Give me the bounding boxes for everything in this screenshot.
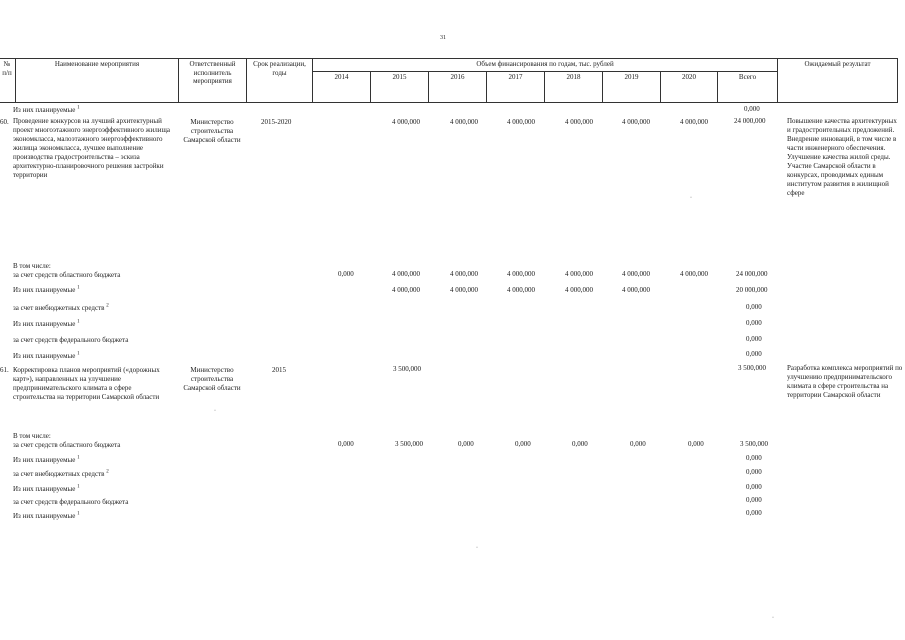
item61-planned3-total: 0,000 (746, 509, 762, 517)
item60-planned1-2017: 4 000,000 (507, 286, 535, 294)
item60-regional-2017: 4 000,000 (507, 270, 535, 278)
item61-regional-2018: 0,000 (572, 440, 588, 448)
item60-regional-2014: 0,000 (338, 270, 354, 278)
page-number: 31 (440, 35, 446, 41)
header-year-2020: 2020 (661, 72, 718, 103)
item60-result: Повышение качества архитектурных и градостроительных предложений. Внедрение инноваций, в том числе в части инженерного обеспечения. Улучшение качества жилой среды. Участие Самарской области в конкурсах, проводимых единым институтом развития в жилищной сфере (787, 117, 897, 197)
item60-planned1-2018: 4 000,000 (565, 286, 593, 294)
item61-regional-total: 3 500,000 (740, 440, 768, 448)
item61-planned2-total: 0,000 (746, 483, 762, 491)
item60-planned3-total: 0,000 (746, 350, 762, 358)
item60-extra-label: за счет внебюджетных средств $^2$ (13, 303, 109, 312)
item61-extra-label: за счет внебюджетных средств $^2$ (13, 469, 109, 478)
item61-name: Корректировка планов мероприятий («дорожных карт»), направленных на улучшение предпринимательского климата в сфере строительства на территории Самарской области (13, 366, 160, 401)
item60-regional-label: за счет средств областного бюджета (13, 271, 121, 279)
item60-regional-2020: 4 000,000 (680, 270, 708, 278)
item60-value-2015: 4 000,000 (392, 118, 420, 126)
stray-mark: · (476, 545, 478, 551)
item61-regional-2014: 0,000 (338, 440, 354, 448)
item61-total: 3 500,000 (738, 364, 766, 372)
top-planned-label: Из них планируемые $^1$ (13, 105, 80, 114)
item61-number: 61. (0, 366, 9, 374)
top-planned-total: 0,000 (744, 105, 760, 113)
header-year-2018: 2018 (545, 72, 603, 103)
item61-term: 2015 (272, 366, 286, 374)
item60-regional-2016: 4 000,000 (450, 270, 478, 278)
item61-regional-2020: 0,000 (688, 440, 704, 448)
item60-planned3-label: Из них планируемые $^1$ (13, 351, 80, 360)
item61-regional-2016: 0,000 (458, 440, 474, 448)
item60-number: 60. (0, 118, 9, 126)
item60-federal-total: 0,000 (746, 335, 762, 343)
item60-total: 24 000,000 (734, 117, 766, 125)
header-year-2015: 2015 (371, 72, 429, 103)
header-col-total: Всего (718, 72, 778, 103)
item60-regional-total: 24 000,000 (736, 270, 768, 278)
header-year-2017: 2017 (487, 72, 545, 103)
header-col-responsible: Ответственный исполнитель мероприятия (179, 59, 247, 103)
header-table (0, 58, 898, 103)
item60-planned1-total: 20 000,000 (736, 286, 768, 294)
item60-value-2018: 4 000,000 (565, 118, 593, 126)
item60-planned2-total: 0,000 (746, 319, 762, 327)
item61-regional-label: за счет средств областного бюджета (13, 441, 121, 449)
item61-responsible: Министерство строительства Самарской области (183, 366, 241, 392)
stray-mark: · (772, 615, 774, 621)
item60-planned2-label: Из них планируемые $^1$ (13, 319, 80, 328)
item61-regional-2019: 0,000 (630, 440, 646, 448)
header-year-2014: 2014 (313, 72, 371, 103)
header-col-result: Ожидаемый результат (778, 59, 898, 103)
item60-value-2019: 4 000,000 (622, 118, 650, 126)
item60-regional-2015: 4 000,000 (392, 270, 420, 278)
item61-regional-2017: 0,000 (515, 440, 531, 448)
item60-value-2016: 4 000,000 (450, 118, 478, 126)
item60-name: Проведение конкурсов на лучший архитектурный проект многоэтажного энергоэффективного жилища экономкласса, малоэтажного энергоэффективного жилища экономкласса, лучшее выполнение производства градостроительства – эскиза архитектурно-планировочного решения застройки территории (13, 117, 170, 179)
header-year-2019: 2019 (603, 72, 661, 103)
item61-value-2015: 3 500,000 (393, 365, 421, 373)
stray-mark: · (214, 408, 216, 414)
item60-planned1-2019: 4 000,000 (622, 286, 650, 294)
header-col-term: Срок реализации, годы (247, 59, 313, 103)
item61-federal-total: 0,000 (746, 496, 762, 504)
item60-regional-2019: 4 000,000 (622, 270, 650, 278)
stray-mark: · (690, 195, 692, 201)
item61-regional-2015: 3 500,000 (395, 440, 423, 448)
item61-result: Разработка комплекса мероприятий по улучшению предпринимательского климата в сфере строительства на территории Самарской области (787, 364, 903, 399)
item60-planned1-label: Из них планируемые $^1$ (13, 285, 80, 294)
item61-incl-label: В том числе: (13, 432, 51, 440)
header-col-number: № п/п (0, 59, 16, 103)
header-year-2016: 2016 (429, 72, 487, 103)
header-col-name: Наименование мероприятия (16, 59, 179, 103)
item61-planned2-label: Из них планируемые $^1$ (13, 484, 80, 493)
header-col-funding: Объем финансирования по годам, тыс. рублей (313, 59, 778, 72)
item60-value-2020: 4 000,000 (680, 118, 708, 126)
item60-responsible: Министерство строительства Самарской области (183, 118, 241, 144)
item60-planned1-2016: 4 000,000 (450, 286, 478, 294)
item60-term: 2015-2020 (261, 118, 292, 126)
item60-planned1-2015: 4 000,000 (392, 286, 420, 294)
item60-incl-label: В том числе: (13, 262, 51, 270)
item60-extra-total: 0,000 (746, 303, 762, 311)
item61-planned1-total: 0,000 (746, 454, 762, 462)
item60-federal-label: за счет средств федерального бюджета (13, 336, 129, 344)
item61-planned3-label: Из них планируемые $^1$ (13, 511, 80, 520)
item61-extra-total: 0,000 (746, 468, 762, 476)
item60-regional-2018: 4 000,000 (565, 270, 593, 278)
item60-value-2017: 4 000,000 (507, 118, 535, 126)
item61-federal-label: за счет средств федерального бюджета (13, 498, 129, 506)
item61-planned1-label: Из них планируемые $^1$ (13, 455, 80, 464)
